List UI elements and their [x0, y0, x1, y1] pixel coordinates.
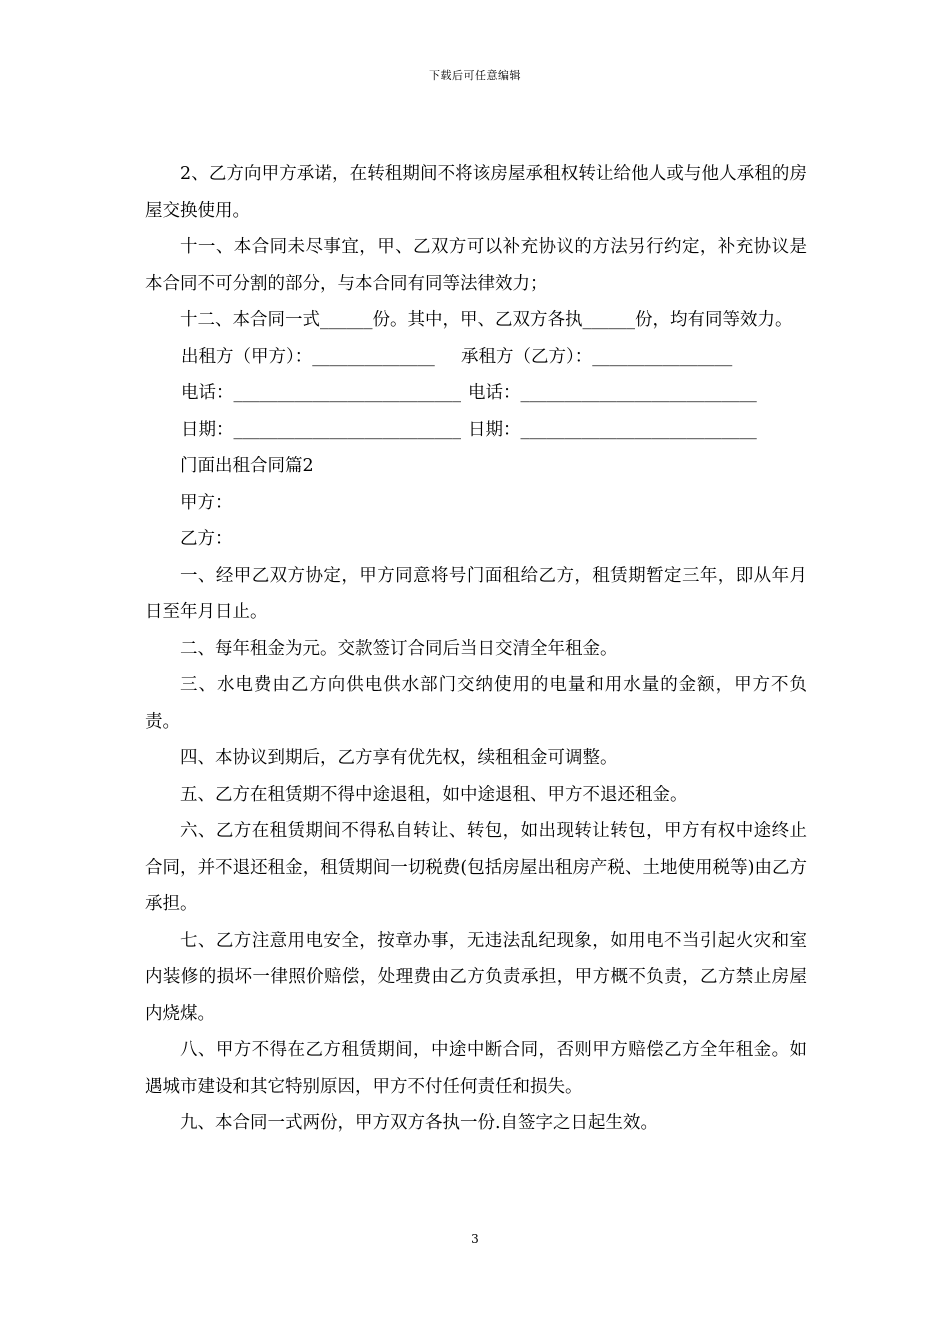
clause-7: 七、乙方注意用电安全，按章办事，无违法乱纪现象，如用电不当引起火灾和室内装修的损坏一律照价赔偿，处理费由乙方负责承担，甲方概不负责，乙方禁止房屋内烧煤。	[145, 930, 807, 1024]
clause-6: 六、乙方在租赁期间不得私自转让、转包，如出现转让转包，甲方有权中途终止合同，并不退还租金，租赁期间一切税费(包括房屋出租房产税、土地使用税等)由乙方承担。	[145, 821, 807, 914]
party-a-label: 甲方：	[180, 492, 233, 513]
lessor-phone-line: 电话：__________________________	[181, 383, 461, 403]
document-body	[145, 156, 807, 1142]
section-title: 门面出租合同篇2	[180, 456, 314, 476]
paragraph-clause-11: 十一、本合同未尽事宜，甲、乙双方可以补充协议的方法另行约定，补充协议是本合同不可分割的部分，与本合同有同等法律效力；	[145, 237, 807, 294]
paragraph-transfer-promise: 2、乙方向甲方承诺，在转租期间不将该房屋承租权转让给他人或与他人承租的房屋交换使用。	[145, 164, 807, 221]
signature-row-date	[145, 412, 807, 449]
lessor-date-line: 日期：__________________________	[181, 419, 461, 440]
lessee-phone-line: 电话：___________________________	[468, 383, 757, 403]
paragraph-clause-12: 十二、本合同一式______份。其中，甲、乙双方各执______份，均有同等效力。	[180, 310, 793, 330]
clause-4: 四、本协议到期后，乙方享有优先权，续租租金可调整。	[180, 748, 618, 768]
page-number: 3	[471, 1232, 479, 1246]
clause-9: 九、本合同一式两份，甲方双方各执一份.自签字之日起生效。	[180, 1113, 659, 1133]
signature-row-phone	[145, 375, 807, 412]
clause-3: 三、水电费由乙方向供电供水部门交纳使用的电量和用水量的金额，甲方不负责。	[145, 675, 807, 732]
signature-row-parties	[145, 339, 807, 376]
lessee-signature-line: 承租方（乙方）：________________	[461, 346, 733, 367]
page-header: 下载后可任意编辑	[429, 69, 521, 82]
clause-5: 五、乙方在租赁期不得中途退租，如中途退租、甲方不退还租金。	[180, 784, 688, 805]
clause-8: 八、甲方不得在乙方租赁期间，中途中断合同，否则甲方赔偿乙方全年租金。如遇城市建设和其它特别原因，甲方不付任何责任和损失。	[145, 1040, 807, 1097]
party-b-label: 乙方：	[180, 529, 233, 549]
clause-1: 一、经甲乙双方协定，甲方同意将号门面租给乙方，租赁期暂定三年，即从年月日至年月日止。	[145, 565, 807, 622]
lessee-date-line: 日期：___________________________	[468, 419, 757, 440]
lessor-signature-line: 出租方（甲方）：______________	[181, 346, 435, 367]
clause-2: 二、每年租金为元。交款签订合同后当日交清全年租金。	[180, 638, 618, 659]
